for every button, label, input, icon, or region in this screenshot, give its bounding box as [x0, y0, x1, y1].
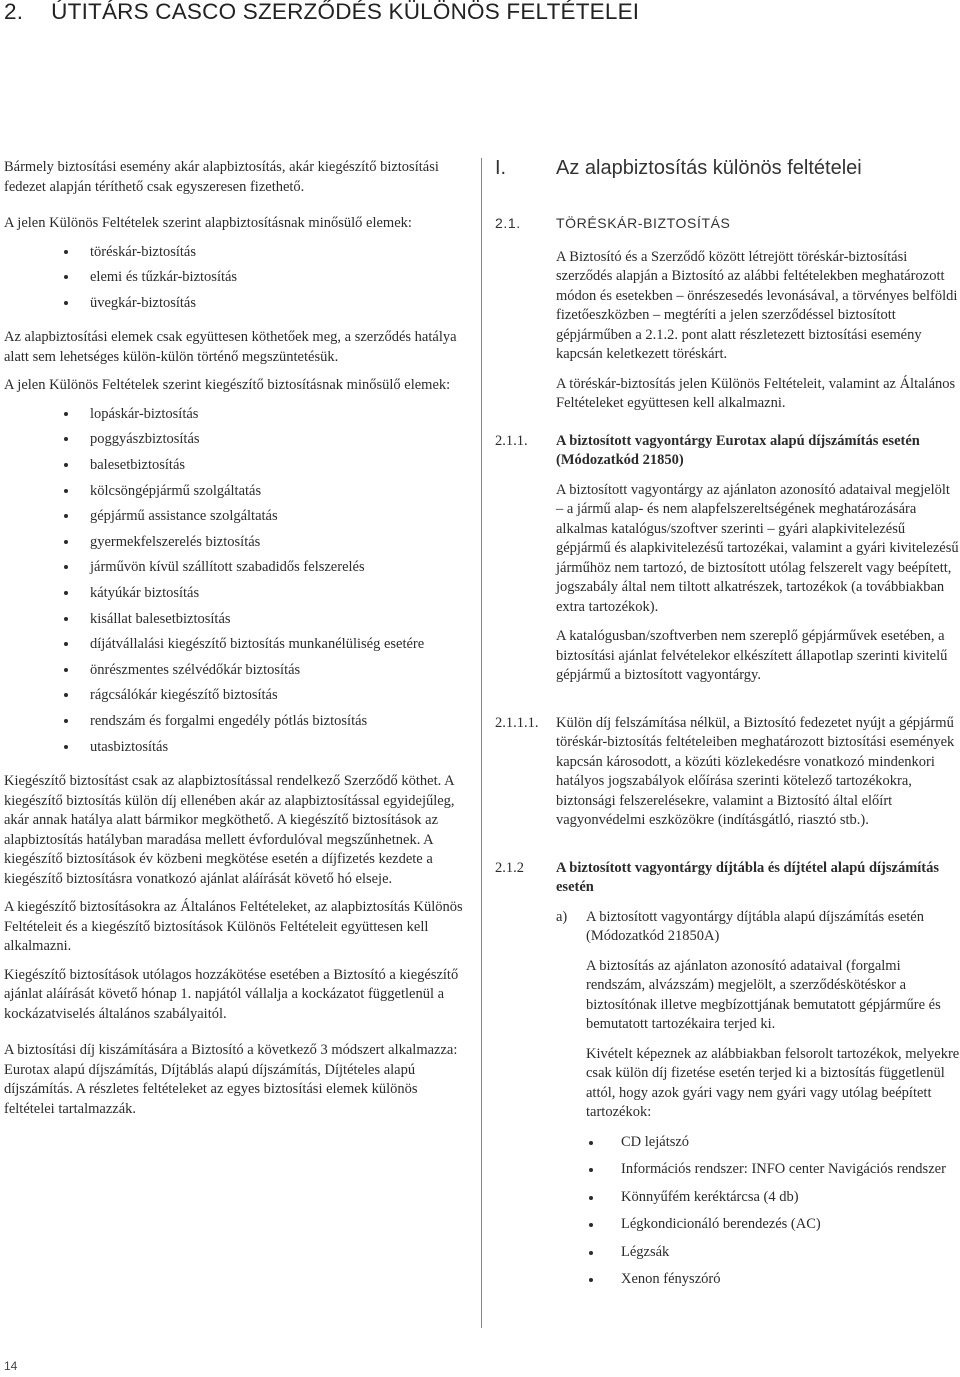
supplementary-element-item: kölcsöngépjármű szolgáltatás — [4, 482, 466, 508]
supplementary-element-item: gyermekfelszerelés biztosítás — [4, 533, 466, 559]
later-attachment-paragraph: Kiegészítő biztosítások utólagos hozzákötése esetében a Biztosító a kiegészítő ajánlat aláírását követő hónap 1. napjától vállalja a kockázatot függetlenül a kockázatviselés általános szabályaitól. — [4, 966, 459, 1022]
column-divider — [481, 158, 482, 1328]
chapter-title: ÚTITÁRS CASCO SZERZŐDÉS KÜLÖNÖS FELTÉTELEI — [51, 0, 640, 24]
item-a-paragraph: A biztosított vagyontárgy díjtábla alapú díjszámítás esetén (Módozatkód 21850A) — [586, 908, 924, 944]
item-label: a) — [556, 908, 568, 925]
accessory-item: Légkondicionáló berendezés (AC) — [586, 1215, 960, 1235]
supplementary-element-item: poggyászbiztosítás — [4, 430, 466, 456]
accessories-list — [586, 1133, 960, 1290]
base-element-item: elemi és tűzkár-biztosítás — [4, 268, 466, 294]
clause-title: A biztosított vagyontárgy díjtábla és díjtétel alapú díjszámítás esetén — [556, 859, 940, 895]
supplementary-conditions-paragraph: A kiegészítő biztosításokra az Általános Feltételeket, az alapbiztosítás Különös Feltételeit és a kiegészítő biztosítások Különös Feltételeit együttesen kell alkalmazni. — [4, 899, 463, 955]
page-number: 14 — [4, 1359, 18, 1373]
base-elements-note: Az alapbiztosítási elemek csak együttesen köthetőek meg, a szerződés hatálya alatt sem lehetséges külön-külön történő megszüntetésük. — [4, 329, 457, 365]
accessory-item: Xenon fényszóró — [586, 1270, 960, 1290]
supplementary-element-item: utasbiztosítás — [4, 738, 466, 764]
intro-paragraph: Bármely biztosítási esemény akár alapbiztosítás, akár kiegészítő biztosítási fedezet alapján téríthető csak egyszeresen fizethető. — [4, 159, 439, 195]
subsection-paragraph: A Biztosító és a Szerződő között létrejött töréskár-biztosítási szerződés alapján a Biztosító az alábbi feltételekben meghatározott módon és esetekben – önrészesedés levonásával, a törvényes belföldi fizetőeszközben – megtéríti a jelen szerződéssel biztosított gépjárműben a 2.1.2. pont alatt részletezett biztosítási esemény kapcsán keletkezett töréskárt. — [556, 248, 958, 362]
clause-title: A biztosított vagyontárgy Eurotax alapú díjszámítás esetén (Módozatkód 21850) — [556, 432, 920, 468]
clause-number: 2.1.2 — [495, 859, 524, 876]
left-column — [4, 158, 466, 1128]
supplementary-element-item: rendszám és forgalmi engedély pótlás biztosítás — [4, 712, 466, 738]
clause-number: 2.1.1. — [495, 432, 528, 449]
base-element-item: üvegkár-biztosítás — [4, 294, 466, 320]
item-a-paragraph-2: A biztosítás az ajánlaton azonosító adataival (forgalmi rendszám, alvázszám) megjelölt, a szerződéskötéskor a biztosítónak illetve megbízottjának bemutatott gépjárműre és bemutatott tartozékaira terjed ki. — [586, 957, 941, 1032]
subsection-heading — [495, 214, 960, 234]
base-elements-list — [4, 243, 466, 320]
page-title — [4, 2, 639, 22]
supplementary-element-item: önrészmentes szélvédőkár biztosítás — [4, 661, 466, 687]
base-element-item: töréskár-biztosítás — [4, 243, 466, 269]
supplementary-element-item: rágcsálókár kiegészítő biztosítás — [4, 686, 466, 712]
clause-paragraph-2: A katalógusban/szoftverben nem szereplő gépjárművek esetében, a biztosítási ajánlat felvételekor elkészített állapotlap szerinti kivitelű gépjármű a biztosított vagyontárgy. — [556, 628, 948, 683]
clause-paragraph: Külön díj felszámítása nélkül, a Biztosító fedezetet nyújt a gépjármű töréskár-biztosítás feltételeiben meghatározott biztosítási események kapcsán károsodott, a közúti közlekedésre vonatkozó mindenkori hatályos jogszabályok előírása szerinti kötelező tartozékokra, biztonsági felszerelésekre, valamint a Biztosító által előírt vagyonvédelmi eszközökre (indításgátló, riasztó stb.). — [556, 714, 955, 828]
supplementary-rules-paragraph: Kiegészítő biztosítást csak az alapbiztosítással rendelkező Szerződő köthet. A kiegészítő biztosítás külön díj ellenében akár az alapbiztosítással egyidejűleg, akár annak hatálya alatt bármikor megköthető. A kiegészítő biztosítások az alapbiztosítás hatályban maradása mellett évfordulóval megszűnhetnek. A kiegészítő biztosítások év közbeni megkötése esetén a díjfizetés kezdete a kiegészítő biztosításra vonatkozó ajánlat aláírását követő hó elseje. — [4, 773, 455, 887]
premium-calculation-paragraph: A biztosítási díj kiszámítására a Biztosító a következő 3 módszert alkalmazza: Eurotax alapú díjszámítás, Díjtáblás alapú díjszámítás, Díjtételes alapú díjszámítás. A részletes feltételeket az egyes biztosítási elemek különös feltételei tartalmazzák. — [4, 1042, 458, 1117]
item-a-paragraph-3: Kivételt képeznek az alábbiakban felsorolt tartozékok, melyekre csak külön díj fizetése esetén terjed ki a biztosítás függetlenül attól, hogy azok gyári vagy nem gyári vagy utólag beépített tartozékok: — [586, 1045, 960, 1120]
accessory-item: CD lejátszó — [586, 1133, 960, 1153]
base-elements-intro: A jelen Különös Feltételek szerint alapbiztosításnak minősülő elemek: — [4, 215, 412, 231]
chapter-number: 2. — [4, 0, 24, 24]
supplementary-element-item: gépjármű assistance szolgáltatás — [4, 507, 466, 533]
subsection-paragraph-2: A töréskár-biztosítás jelen Különös Feltételeit, valamint az Általános Feltételeket együttesen kell alkalmazni. — [556, 375, 956, 411]
item-a — [556, 908, 960, 1298]
supplementary-element-item: kátyúkár biztosítás — [4, 584, 466, 610]
supplementary-elements-intro: A jelen Különös Feltételek szerint kiegészítő biztosításnak minősülő elemek: — [4, 377, 451, 394]
subsection-body — [556, 248, 960, 414]
subsection-number: 2.1. — [495, 215, 521, 231]
accessory-item: Légzsák — [586, 1243, 960, 1263]
supplementary-elements-list — [4, 405, 466, 763]
clause-number: 2.1.1.1. — [495, 714, 539, 731]
section-heading — [495, 156, 960, 180]
supplementary-element-item: kisállat balesetbiztosítás — [4, 610, 466, 636]
section-title: Az alapbiztosítás különös feltételei — [556, 157, 862, 179]
accessory-item: Információs rendszer: INFO center Navigációs rendszer — [586, 1160, 960, 1180]
section-number: I. — [495, 157, 507, 179]
clause-paragraph: A biztosított vagyontárgy az ajánlaton azonosító adataival megjelölt – a jármű alap- és nem alapfelszereltségének meghatározására alkalmas katalógus/szoftver szerinti – gyári alapkivitelezésű gépjármű és alapkivitelezésű tartozékai, valamint a gyári kivitelezésű járműhöz nem tartozó, de biztosított utólag felszerelt vagy beépített, jogszabály által nem tiltott alkatrészek, tartozékok (a továbbiakban extra tartozékok). — [556, 481, 959, 615]
accessory-item: Könnyűfém keréktárcsa (4 db) — [586, 1188, 960, 1208]
subsection-title: TÖRÉSKÁR-BIZTOSÍTÁS — [556, 215, 731, 231]
clause-2-1-1 — [495, 432, 960, 696]
right-column — [495, 156, 960, 1298]
supplementary-element-item: díjátvállalási kiegészítő biztosítás munkanélüliség esetére — [4, 635, 466, 661]
clause-2-1-2 — [495, 859, 960, 1298]
supplementary-element-item: lopáskár-biztosítás — [4, 405, 466, 431]
supplementary-element-item: járművön kívül szállított szabadidős felszerelés — [4, 558, 466, 584]
clause-2-1-1-1 — [495, 714, 960, 841]
supplementary-element-item: balesetbiztosítás — [4, 456, 466, 482]
